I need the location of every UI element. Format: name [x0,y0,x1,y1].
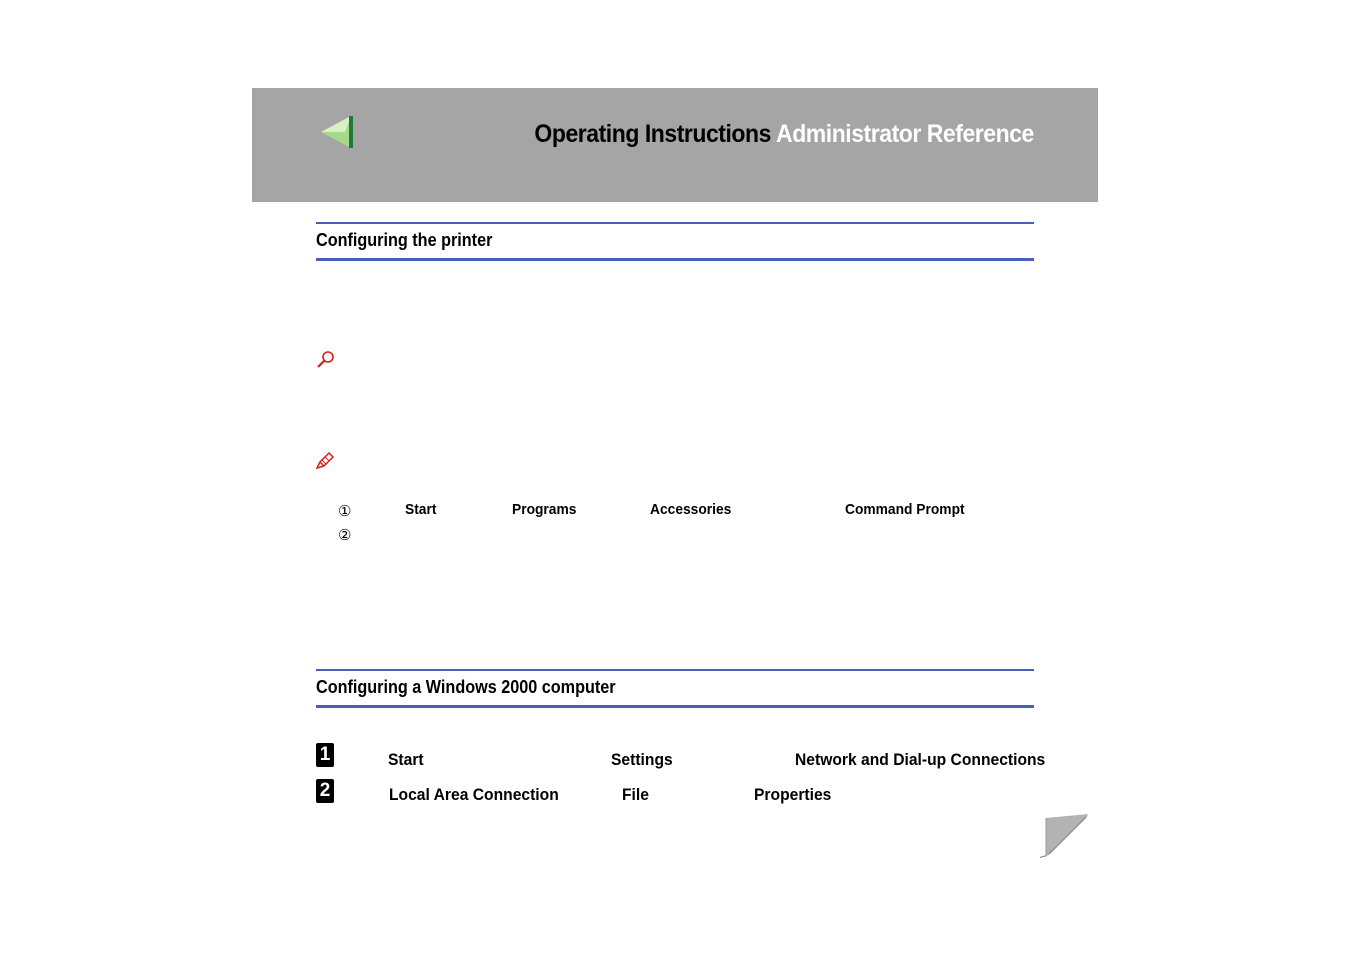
menu-file: File [622,785,649,804]
menu-accessories: Accessories [650,501,732,518]
menu-programs: Programs [512,501,577,518]
menu-settings: Settings [611,750,673,769]
section-heading-text: Configuring a Windows 2000 computer [316,677,616,697]
title-main: Operating Instructions [534,120,772,148]
section-heading-printer [316,222,1034,261]
menu-command-prompt: Command Prompt [845,501,965,518]
pencil-icon [315,451,335,471]
menu-network-connections: Network and Dial-up Connections [795,750,1046,769]
back-arrow-icon[interactable] [319,114,353,150]
menu-start: Start [405,501,437,518]
section-heading-windows [316,669,1034,708]
page-curl-icon[interactable] [1040,812,1090,858]
step-marker-1: ① [338,503,352,520]
step-marker-2: ② [338,527,352,544]
menu-local-area-connection: Local Area Connection [389,785,559,804]
step-number-2: 2 [316,779,334,803]
step-number-1: 1 [316,743,334,767]
document-title [535,120,1034,149]
section-heading-text: Configuring the printer [316,230,493,250]
page-header [252,88,1098,202]
menu-start: Start [388,750,424,769]
magnifier-icon [316,350,336,370]
title-sub: Administrator Reference [776,120,1034,148]
menu-properties: Properties [754,785,832,804]
